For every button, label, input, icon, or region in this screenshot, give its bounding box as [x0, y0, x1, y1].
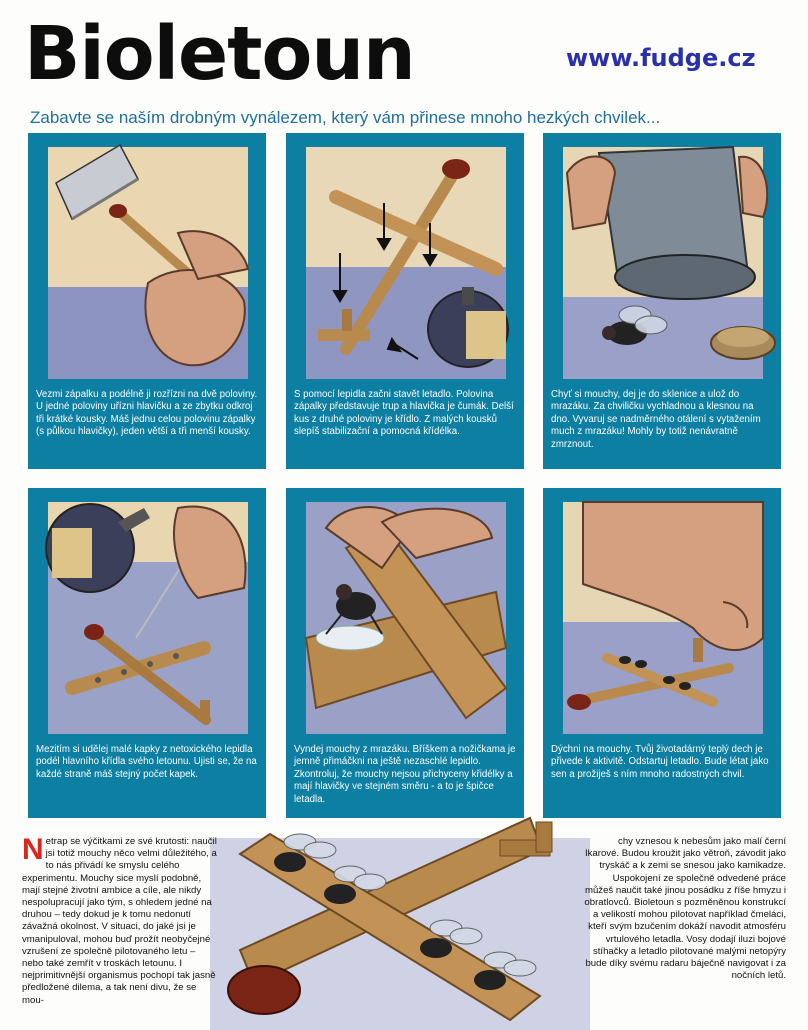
- step-1-caption: Vezmi zápalku a podélně ji rozřízni na dvě poloviny. U jedné poloviny uřízni hlavičku a ze zbytku odkroj tři krátké kousky. Máš jednu celou polovinu zápalky (s půlkou hlavičky), jeden větší a tři menší kousky.: [36, 389, 258, 438]
- step-panel-6: [543, 488, 781, 818]
- step-panel-2: [286, 133, 524, 469]
- page-title: Bioletoun: [24, 11, 415, 97]
- step-5-caption: Vyndej mouchy z mrazáku. Bříškem a nožičkama je jemně přimáčkni na ještě nezaschlé lepidlo. Zkontroluj, že mouchy nejsou přichyceny křidélky a mají hlavičky ve stejném směru - a to je špičce letadla.: [294, 744, 516, 805]
- site-url[interactable]: www.fudge.cz: [566, 44, 756, 72]
- article-text-left-body: etrap se výčitkami ze své krutosti: naučil jsi totiž mouchy něco velmi důležitého, a to nás přivádí ke smyslu celého experimentu. Mouchy sice myslí podobně, mají stejné životní ambice a cíle, ale nikdy nespolupracují jako tým, s ohledem jedné na druhou – tedy dokud je k tomu nedonutí závažná okolnost. V situaci, do jaké jsi je vmanipuloval, mohou buď prožít neobyčejné vzrušení ze společně pilotovaného letu – nebo také zemřít v troskách letounu. I nejprimitivnější organismus pochopí tak jasně předložené dilema, a tak není divu, že se mou-: [22, 836, 217, 1006]
- article-text-right: chy vznesou k nebesům jako malí černí Ikarové. Budou kroužit jako větroň, závodit jako tryskáč a k zemi se snesou jako kamikadze. Uspokojení ze společně odvedené práce můžeš naučit také jinou posádku z říše hmyzu i obratlovců. Bioletoun s pozměněnou konstrukcí a velikostí mohou pilotovat například čmeláci, kteří svým bzučením dokáží navodit atmosféru vrtulového letadla. Vosy dodají iluzi bojové stíhačky a letadlo pilotované malými netopýry bude díky svému radaru báječně navigovat i za nočních letů.: [584, 836, 786, 982]
- step-panel-4: [28, 488, 266, 818]
- step-5-illustration: [286, 488, 524, 734]
- step-6-caption: Dýchni na mouchy. Tvůj životadárný teplý dech je přivede k aktivitě. Odstartuj letadlo. Bude létat jako sen a prožiješ s ním mnoho radostných chvil.: [551, 744, 769, 780]
- step-3-illustration: [543, 133, 781, 379]
- lid-icon: [711, 327, 775, 359]
- step-2-caption: S pomocí lepidla začni stavět letadlo. Polovina zápalky představuje trup a hlavička je čumák. Delší kus z druhé poloviny je křídlo. Z malých kousků slepíš stabilizační a pomocná křídélka.: [294, 389, 514, 438]
- jar-icon: [599, 147, 755, 299]
- bioletoun-airplane-illustration: [210, 810, 590, 1030]
- step-1-illustration: [28, 133, 266, 379]
- drop-cap: N: [22, 833, 44, 866]
- tagline: Zabavte se naším drobným vynálezem, který vám přinese mnoho hezkých chvilek...: [30, 108, 661, 127]
- step-panel-5: [286, 488, 524, 818]
- step-panel-3: [543, 133, 781, 469]
- step-6-illustration: [543, 488, 781, 734]
- step-panel-1: [28, 133, 266, 469]
- glue-icon: [316, 626, 384, 650]
- step-3-caption: Chyť si mouchy, dej je do sklenice a ulož do mrazáku. Za chviličku vychladnou a klesnou na dno. Vyvaruj se nadměrného otálení s vytažením much z mrazáku! Mohly by totiž nenávratně zmrznout.: [551, 389, 761, 450]
- step-4-caption: Mezitím si udělej malé kapky z netoxického lepidla podél hlavního křídla svého letounu. Ujisti se, že na každé straně máš stejný počet kapek.: [36, 744, 257, 780]
- step-4-illustration: [28, 488, 266, 734]
- match-head-icon: [228, 966, 300, 1014]
- step-2-illustration: [286, 133, 524, 379]
- article-text-left: [22, 833, 218, 1007]
